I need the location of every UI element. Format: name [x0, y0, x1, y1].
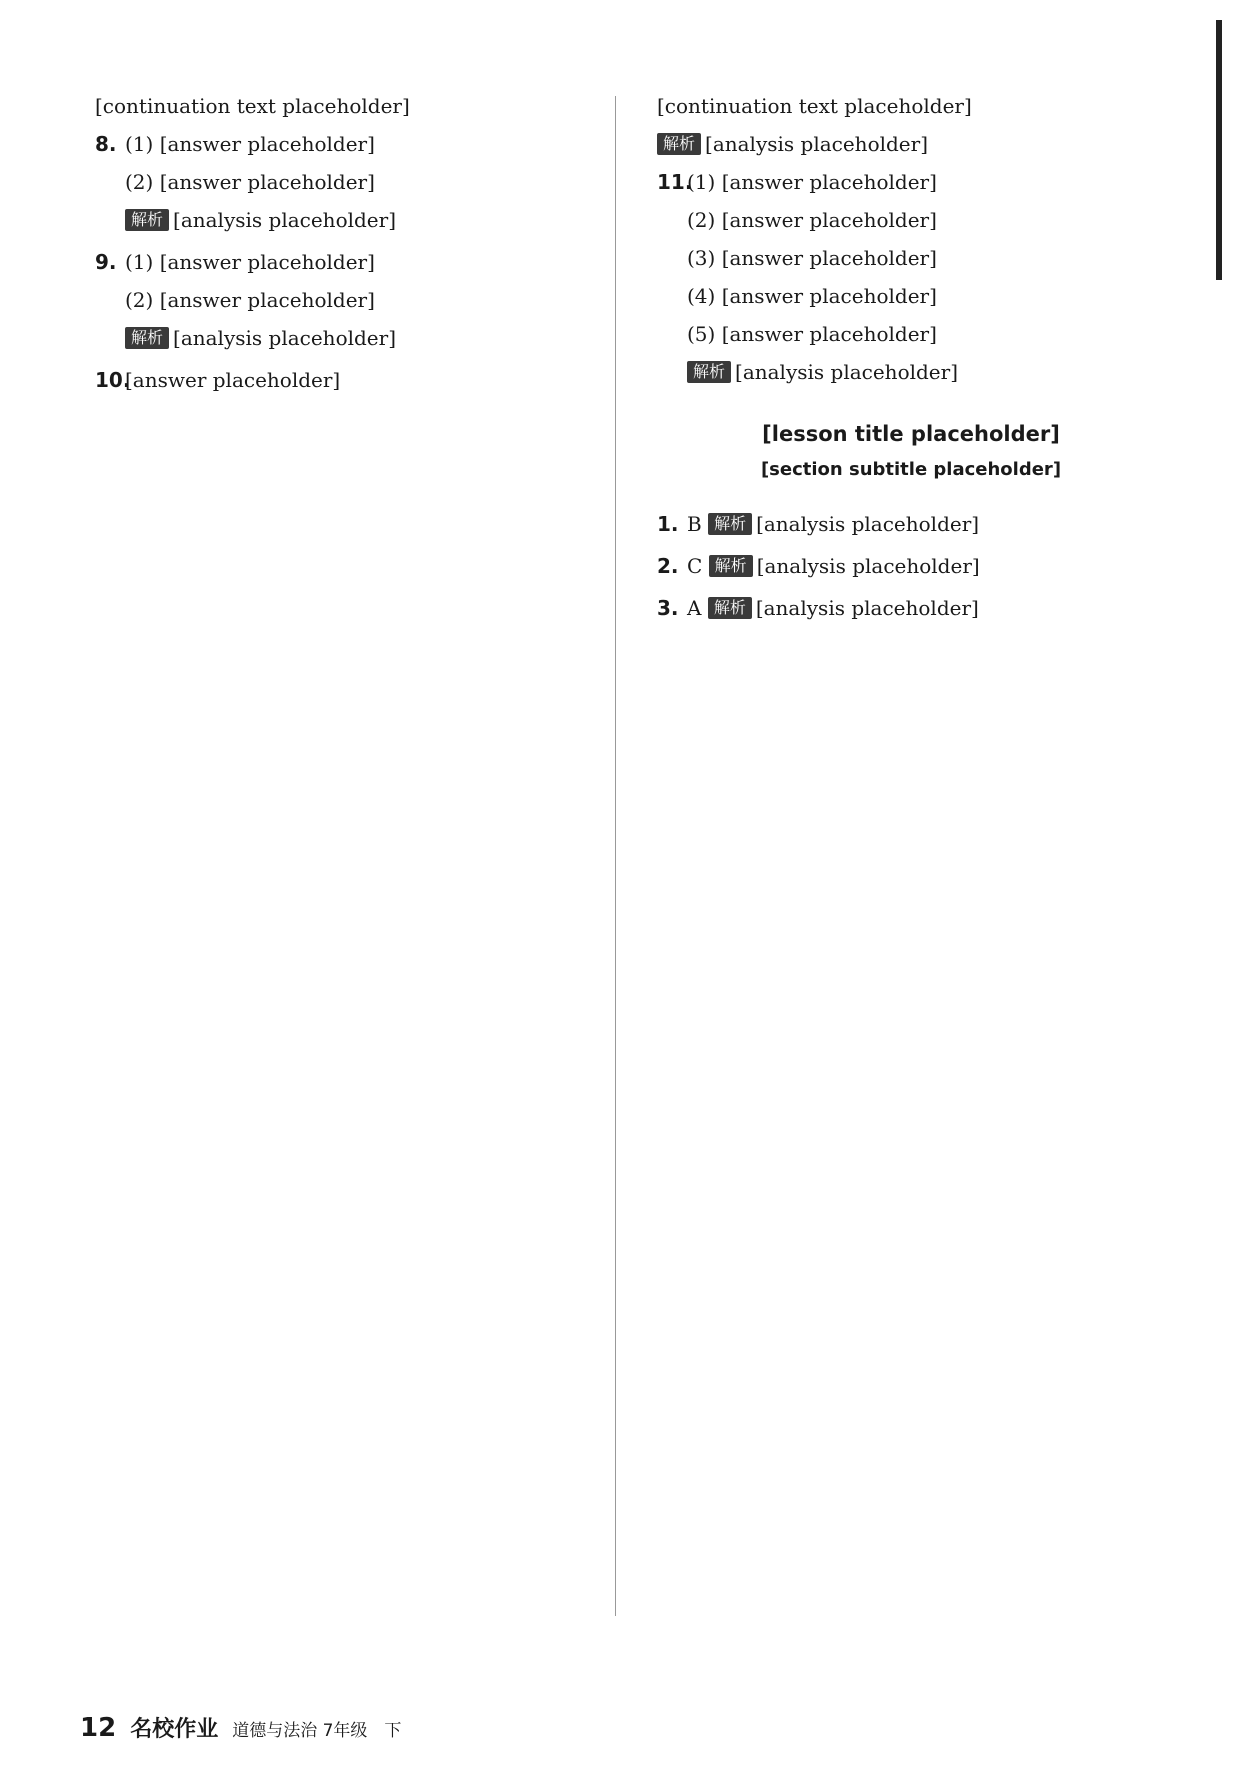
answer-part: (2) [answer placeholder]: [125, 288, 375, 312]
mc-answer-line: [687, 590, 1165, 626]
analysis-badge: 解析: [708, 597, 752, 619]
item-number: 10.: [95, 368, 131, 392]
mc-answer: A: [687, 596, 702, 620]
analysis-text: [analysis placeholder]: [756, 554, 980, 578]
page-footer: [80, 1712, 401, 1743]
item-number: 9.: [95, 250, 117, 274]
answer-part: (1) [answer placeholder]: [125, 250, 375, 274]
item-body: [125, 362, 603, 400]
item-body: [125, 126, 603, 240]
item-number: 2.: [657, 554, 679, 578]
mc-item: [657, 590, 1165, 628]
item-number: 8.: [95, 132, 117, 156]
item-body: [125, 244, 603, 358]
item-number: 1.: [657, 512, 679, 536]
answer-item: [95, 126, 603, 240]
right-intro: [continuation text placeholder]: [657, 94, 972, 118]
analysis-text: [analysis placeholder]: [735, 360, 959, 384]
answer-part: (1) [answer placeholder]: [125, 132, 375, 156]
answer-item: [95, 244, 603, 358]
analysis-text: [analysis placeholder]: [173, 208, 397, 232]
lesson-title: [lesson title placeholder]: [762, 422, 1060, 446]
answer-part: (3) [answer placeholder]: [687, 246, 937, 270]
answer-part: (5) [answer placeholder]: [687, 322, 937, 346]
mc-answer: C: [687, 554, 703, 578]
item-body: [687, 506, 1165, 544]
item-body: [687, 548, 1165, 586]
mc-answer-line: [687, 506, 1165, 542]
answer-part: (2) [answer placeholder]: [687, 208, 937, 232]
analysis-text: [analysis placeholder]: [173, 326, 397, 350]
analysis-badge: 解析: [125, 209, 169, 231]
analysis-paragraph: [125, 202, 603, 238]
mc-item: [657, 548, 1165, 586]
analysis-text: [analysis placeholder]: [756, 512, 980, 536]
left-intro: [continuation text placeholder]: [95, 94, 410, 118]
subject-label: 道德与法治 7年级 下: [232, 1721, 402, 1741]
item-body: [687, 590, 1165, 628]
analysis-paragraph: [125, 320, 603, 356]
answer-item: [95, 362, 603, 400]
brand-name: 名校作业: [130, 1717, 219, 1742]
analysis-badge: 解析: [125, 327, 169, 349]
mc-item: [657, 506, 1165, 544]
item-number: 3.: [657, 596, 679, 620]
analysis-paragraph: [687, 354, 1165, 390]
page-edge-bar: [1216, 20, 1222, 280]
answer-part: (4) [answer placeholder]: [687, 284, 937, 308]
right-intro-analysis: 解析 [analysis placeholder]: [657, 126, 1165, 162]
analysis-text: [analysis placeholder]: [755, 596, 979, 620]
analysis-badge: 解析: [657, 133, 701, 155]
analysis-badge: 解析: [687, 361, 731, 383]
analysis-badge: 解析: [708, 513, 752, 535]
lesson-subtitle: [section subtitle placeholder]: [760, 459, 1062, 480]
right-column: [657, 88, 1165, 1628]
mc-answer: B: [687, 512, 702, 536]
left-column: [95, 88, 603, 1628]
answer-part: (1) [answer placeholder]: [687, 170, 937, 194]
answer-columns: [95, 88, 1165, 1628]
answer-item: [657, 164, 1165, 392]
page-number: 12: [80, 1713, 117, 1743]
mc-answer-line: [687, 548, 1165, 584]
item-body: [687, 164, 1165, 392]
item-number: 11.: [657, 170, 693, 194]
answer-part: (2) [answer placeholder]: [125, 170, 375, 194]
answer-part: [answer placeholder]: [125, 368, 341, 392]
analysis-badge: 解析: [709, 555, 753, 577]
